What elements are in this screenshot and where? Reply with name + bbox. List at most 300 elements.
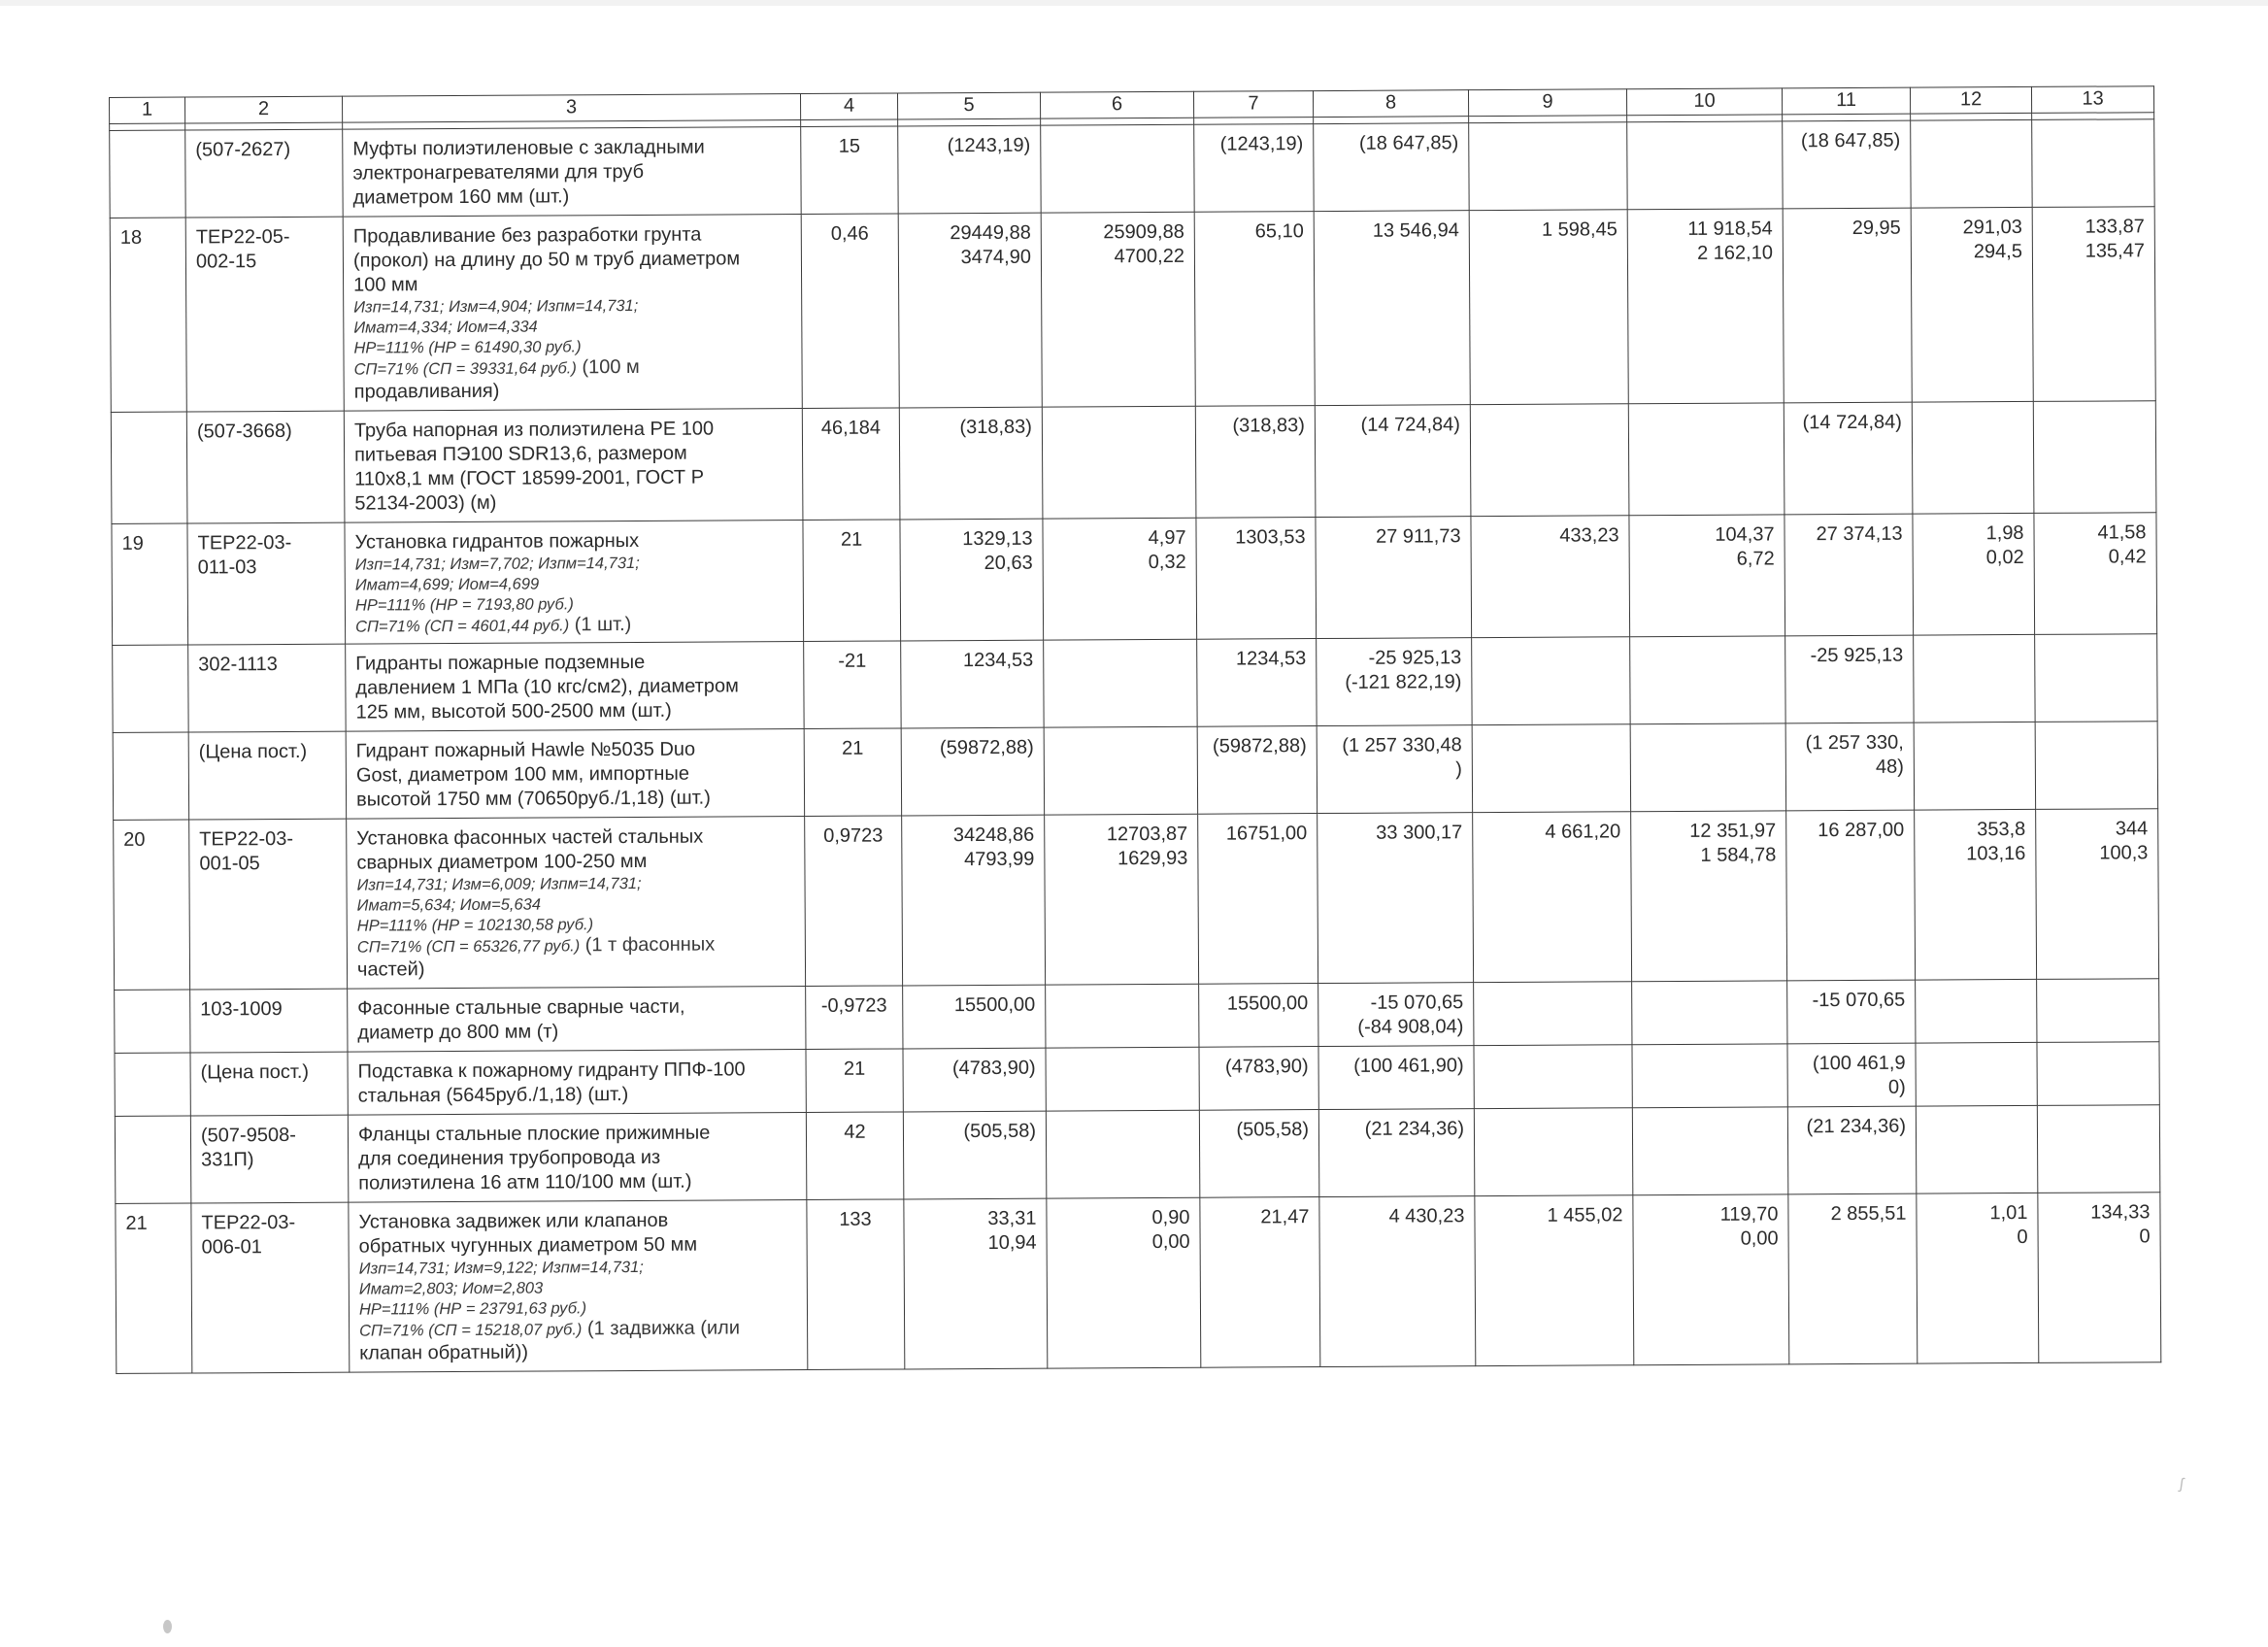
- cell-line: 33,31: [987, 1207, 1037, 1229]
- value-col-12: [1916, 979, 2037, 1043]
- cell-line: 1629,93: [1117, 847, 1188, 870]
- table-row: [115, 979, 2159, 1054]
- value-col-13: [2038, 1193, 2161, 1363]
- value-col-5: [898, 125, 1042, 214]
- coefficient-text: НР=111% (НР = 102130,58 руб.): [356, 916, 594, 935]
- description-line: Труба напорная из полиэтилена PE 100: [353, 418, 715, 442]
- column-number-2: 2: [185, 96, 343, 123]
- value-col-13: [2037, 1042, 2159, 1106]
- cell-line: 29449,88: [950, 221, 1031, 245]
- cell-line: (505,58): [1236, 1119, 1310, 1141]
- value-col-7: [1194, 212, 1315, 407]
- column-number-6: 6: [1040, 91, 1193, 118]
- scan-edge: [0, 0, 2268, 6]
- description-line: 110х8,1 мм (ГОСТ 18599-2001, ГОСТ Р: [354, 466, 705, 490]
- cell-line: ): [1455, 758, 1462, 781]
- value-col-9: [1473, 812, 1632, 983]
- cell-line: 0,90: [1151, 1206, 1190, 1229]
- cell-line: 1 598,45: [1541, 218, 1618, 241]
- cell-line: 10,94: [987, 1231, 1037, 1254]
- value-col-11: [1785, 723, 1915, 811]
- position-number: [113, 732, 189, 820]
- rate-code: [185, 129, 344, 218]
- value-col-8: [1317, 813, 1474, 984]
- value-col-6: [1046, 984, 1199, 1048]
- coefficient-text: Изп=14,731; Изм=6,009; Изпм=14,731;: [356, 874, 642, 894]
- cell-line: (4783,90): [951, 1057, 1036, 1080]
- value-col-9: [1471, 516, 1630, 638]
- cell-line: 13 546,94: [1372, 219, 1459, 242]
- rate-code: [188, 731, 347, 820]
- value-col-11: [1783, 208, 1912, 403]
- cell-line: 1,98: [1985, 521, 2024, 545]
- description-line: Установка фасонных частей стальных: [356, 825, 704, 850]
- cell-line: 34248,86: [952, 824, 1035, 847]
- description-line: полиэтилена 16 атм 110/100 мм (шт.): [358, 1170, 692, 1194]
- description-line: обратных чугунных диаметром 50 мм: [358, 1233, 698, 1258]
- value-col-13: [2032, 119, 2155, 208]
- coefficient-note: [355, 614, 793, 638]
- rate-code: [186, 411, 345, 523]
- cell-line: 27 911,73: [1375, 525, 1461, 548]
- value-col-8: [1319, 1196, 1476, 1367]
- cell-line: 1 455,02: [1547, 1204, 1623, 1227]
- value-col-7: [1198, 814, 1318, 985]
- cell-line: (318,83): [1232, 415, 1305, 437]
- cell-line: 41,58: [2097, 521, 2147, 544]
- value-col-13: [2035, 634, 2158, 723]
- table-row: [114, 809, 2159, 991]
- description-line: Гидрант пожарный Hawle №5035 Duo: [355, 738, 696, 762]
- value-col-12: [1911, 119, 2033, 208]
- description-line: (прокол) на длину до 50 м труб диаметром: [352, 248, 741, 272]
- description-line: продавливания): [353, 380, 500, 403]
- work-description: [346, 642, 804, 732]
- value-col-10: [1627, 121, 1784, 210]
- value-col-12: [1911, 207, 2033, 402]
- cell-line: (18 647,85): [1358, 132, 1459, 154]
- table-row: [110, 207, 2155, 413]
- quantity: 21: [803, 520, 901, 642]
- coefficient-text: Изп=14,731; Изм=9,122; Изпм=14,731;: [358, 1258, 644, 1278]
- cell-line: 135,47: [2085, 240, 2145, 262]
- value-col-13: [2034, 513, 2157, 635]
- description-line: высотой 1750 мм (70650руб./1,18) (шт.): [355, 787, 711, 811]
- value-col-11: [1786, 810, 1916, 981]
- cell-line: ТЕР22-03-: [199, 827, 294, 851]
- cell-line: (507-2627): [195, 138, 291, 161]
- description-line: диаметр до 800 мм (т): [357, 1021, 559, 1044]
- value-col-9: [1475, 1195, 1634, 1366]
- unit-text: (1 задвижка (или: [582, 1317, 741, 1340]
- value-col-10: [1632, 1044, 1787, 1108]
- cell-line: 25909,88: [1103, 220, 1184, 244]
- value-col-13: [2033, 401, 2156, 514]
- value-col-5: [903, 985, 1046, 1049]
- rate-code: [188, 644, 347, 732]
- value-col-10: [1628, 403, 1784, 516]
- cell-line: (59872,88): [1212, 735, 1307, 757]
- value-col-8: [1315, 405, 1471, 518]
- value-col-5: [904, 1198, 1048, 1369]
- work-description: [343, 215, 802, 412]
- description-line: Установка задвижек или клапанов: [358, 1209, 669, 1233]
- value-col-10: [1629, 515, 1785, 637]
- cell-line: 134,33: [2090, 1201, 2151, 1224]
- coefficient-note: [359, 1277, 797, 1300]
- coefficient-note: [353, 336, 791, 359]
- cell-line: 20,63: [984, 552, 1033, 574]
- value-col-13: [2037, 979, 2159, 1043]
- quantity: 21: [806, 1049, 903, 1113]
- value-col-9: [1474, 982, 1632, 1046]
- coefficient-note: [355, 593, 793, 617]
- cell-line: 65,10: [1254, 220, 1304, 243]
- column-number-13: 13: [2031, 86, 2153, 114]
- table-row: [112, 513, 2157, 646]
- rate-code: [190, 1052, 348, 1116]
- value-col-10: [1630, 723, 1786, 812]
- cell-line: 0: [2017, 1226, 2028, 1249]
- cell-line: 15500,00: [1226, 992, 1309, 1015]
- coefficient-text: НР=111% (НР = 23791,63 руб.): [358, 1299, 587, 1319]
- description-line: Фасонные стальные сварные части,: [357, 995, 685, 1020]
- cell-line: ТЕР22-03-: [197, 531, 292, 555]
- coefficient-note: [359, 1257, 797, 1280]
- cell-line: -15 070,65: [1370, 992, 1464, 1014]
- value-col-11: [1787, 1106, 1917, 1194]
- cell-line: 4793,99: [964, 848, 1035, 871]
- value-col-7: [1196, 518, 1317, 640]
- coefficient-text: Изп=14,731; Изм=4,904; Изпм=14,731;: [353, 296, 639, 317]
- value-col-8: [1317, 725, 1473, 814]
- work-description: [347, 817, 806, 990]
- value-col-10: [1633, 1194, 1789, 1365]
- cell-line: 21,47: [1260, 1206, 1310, 1228]
- work-description: [348, 1113, 806, 1203]
- position-number: [110, 130, 186, 218]
- cell-line: 1303,53: [1235, 526, 1306, 549]
- unit-text: (1 т фасонных: [580, 933, 716, 957]
- cell-line: 29,95: [1851, 217, 1901, 239]
- quantity: -21: [804, 641, 902, 729]
- value-col-7: [1197, 726, 1317, 815]
- cell-line: 48): [1875, 756, 1904, 778]
- work-description: [343, 127, 801, 218]
- value-col-5: [900, 519, 1044, 641]
- value-col-8: [1314, 211, 1470, 406]
- cell-line: 119,70: [1719, 1203, 1779, 1226]
- value-col-13: [2032, 207, 2155, 402]
- cell-line: (21 234,36): [1806, 1115, 1907, 1138]
- value-col-10: [1632, 1107, 1788, 1195]
- table-row: [116, 1193, 2161, 1374]
- value-col-11: [1788, 1193, 1918, 1364]
- value-col-10: [1631, 811, 1787, 982]
- value-col-5: [903, 1111, 1047, 1199]
- table-row: [113, 634, 2157, 733]
- coefficient-text: НР=111% (НР = 61490,30 руб.): [353, 338, 582, 357]
- description-line: Установка гидрантов пожарных: [354, 529, 640, 554]
- cell-line: ТЕР22-03-: [201, 1211, 296, 1234]
- cell-line: 0: [2139, 1226, 2151, 1248]
- value-col-13: [2037, 1105, 2160, 1193]
- cell-line: (100 461,90): [1353, 1055, 1464, 1077]
- work-description: [344, 409, 803, 523]
- coefficient-note: [359, 1318, 797, 1342]
- description-line: 52134-2003) (м): [354, 491, 497, 515]
- coefficient-note: [355, 553, 793, 576]
- cell-line: 12703,87: [1106, 823, 1188, 846]
- value-col-12: [1916, 1105, 2038, 1193]
- value-col-6: [1045, 814, 1199, 985]
- value-col-9: [1469, 210, 1628, 405]
- cell-line: 11 918,54: [1687, 218, 1773, 240]
- value-col-8: [1314, 123, 1470, 212]
- cell-line: 006-01: [201, 1236, 262, 1259]
- cell-line: (14 724,84): [1802, 411, 1902, 434]
- cell-line: 16751,00: [1225, 823, 1308, 845]
- value-col-6: [1044, 726, 1198, 815]
- value-col-7: [1199, 1110, 1319, 1198]
- value-col-7: [1199, 984, 1318, 1048]
- value-col-8: [1317, 638, 1473, 726]
- rate-code: [190, 989, 348, 1053]
- value-col-12: [1915, 809, 2037, 980]
- rate-code: [191, 1202, 350, 1373]
- value-col-12: [1917, 1193, 2039, 1363]
- cell-line: 0,32: [1148, 551, 1186, 574]
- description-line: Подставка к пожарному гидранту ППФ-100: [357, 1059, 746, 1083]
- quantity: 133: [807, 1199, 905, 1370]
- cell-line: (59872,88): [939, 736, 1034, 759]
- coefficient-note: [357, 893, 795, 917]
- description-line: диаметром 160 мм (шт.): [352, 185, 570, 209]
- description-line: стальная (5645руб./1,18) (шт.): [357, 1084, 629, 1107]
- cell-line: (507-3668): [196, 420, 292, 443]
- position-number: [115, 1116, 191, 1203]
- cell-line: (1243,19): [947, 134, 1031, 157]
- cell-line: 27 374,13: [1816, 522, 1903, 546]
- description-line: Продавливание без разработки грунта: [352, 223, 702, 248]
- value-col-13: [2036, 809, 2159, 980]
- description-line: клапан обратный)): [359, 1341, 529, 1364]
- cell-line: 33 300,17: [1376, 822, 1463, 844]
- cell-line: (21 234,36): [1364, 1118, 1465, 1140]
- coefficient-text: Имат=5,634; Иом=5,634: [356, 895, 542, 915]
- value-col-8: [1318, 983, 1474, 1047]
- unit-text: (100 м: [576, 355, 640, 379]
- cell-line: 133,87: [2085, 216, 2145, 238]
- cell-line: 1234,53: [962, 649, 1034, 672]
- column-number-7: 7: [1193, 91, 1313, 118]
- table-body: [110, 86, 2161, 1374]
- page-mark: ʃ: [2178, 1475, 2185, 1494]
- work-description: [345, 521, 804, 645]
- value-col-8: [1318, 1109, 1475, 1197]
- value-col-7: [1200, 1197, 1320, 1368]
- coefficient-note: [353, 316, 791, 339]
- value-col-9: [1469, 122, 1628, 211]
- cell-line: 0,00: [1740, 1227, 1779, 1250]
- coefficient-text: Имат=2,803; Иом=2,803: [358, 1279, 544, 1298]
- value-col-12: [1916, 1042, 2037, 1106]
- cell-line: 103,16: [1966, 842, 2026, 865]
- estimate-table: [109, 85, 2161, 1374]
- cell-line: 103-1009: [200, 998, 283, 1021]
- value-col-6: [1047, 1197, 1201, 1368]
- value-col-6: [1042, 406, 1196, 519]
- coefficient-text: Имат=4,699; Иом=4,699: [354, 575, 540, 594]
- value-col-6: [1041, 212, 1195, 407]
- position-number: [115, 990, 190, 1053]
- cell-line: -15 070,65: [1812, 989, 1906, 1012]
- position-number: 20: [114, 820, 190, 990]
- cell-line: (18 647,85): [1800, 129, 1901, 152]
- position-number: 19: [112, 523, 188, 645]
- column-number-5: 5: [897, 92, 1040, 119]
- cell-line: 433,23: [1559, 524, 1619, 547]
- cell-line: (1243,19): [1219, 133, 1304, 155]
- value-col-11: [1785, 635, 1915, 723]
- table-row: [113, 722, 2157, 821]
- description-line: частей): [356, 958, 425, 981]
- value-col-11: [1787, 1043, 1916, 1107]
- position-number: 21: [116, 1203, 192, 1373]
- cell-line: 2 162,10: [1697, 242, 1773, 264]
- coefficient-note: [355, 573, 793, 596]
- cell-line: (4783,90): [1224, 1056, 1309, 1078]
- cell-line: 4 430,23: [1388, 1205, 1465, 1227]
- description-line: 100 мм: [353, 274, 418, 296]
- column-number-4: 4: [800, 93, 897, 120]
- value-col-11: [1784, 514, 1914, 636]
- cell-line: (505,58): [963, 1120, 1037, 1143]
- cell-line: 16 287,00: [1818, 819, 1905, 842]
- cell-line: -25 925,13: [1368, 647, 1462, 669]
- quantity: 0,9723: [805, 816, 903, 987]
- description-line: Муфты полиэтиленовые с закладными: [352, 136, 705, 160]
- value-col-8: [1318, 1046, 1474, 1110]
- table-row: [111, 401, 2156, 524]
- value-col-7: [1194, 124, 1315, 213]
- cell-line: 0,00: [1151, 1230, 1190, 1254]
- coefficient-text: Имат=4,334; Иом=4,334: [353, 318, 538, 337]
- value-col-7: [1199, 1047, 1318, 1111]
- cell-line: 2 855,51: [1830, 1202, 1907, 1226]
- work-description: [348, 987, 806, 1053]
- description-line: сварных диаметром 100-250 мм: [356, 850, 648, 874]
- cell-line: 1 584,78: [1700, 844, 1777, 866]
- coefficient-text: СП=71% (СП = 65326,77 руб.): [356, 937, 581, 957]
- value-col-7: [1195, 406, 1316, 519]
- value-col-5: [898, 213, 1042, 408]
- quantity: 42: [806, 1112, 904, 1200]
- value-col-7: [1197, 639, 1317, 727]
- estimate-sheet: [109, 85, 2160, 1374]
- cell-line: (318,83): [959, 416, 1032, 439]
- value-col-9: [1474, 1108, 1633, 1196]
- value-col-5: [899, 407, 1043, 520]
- cell-line: 12 351,97: [1689, 820, 1777, 842]
- value-col-9: [1472, 724, 1631, 813]
- scan-speck: [163, 1620, 172, 1633]
- cell-line: (1 257 330,: [1805, 731, 1904, 755]
- value-col-10: [1627, 209, 1784, 404]
- coefficient-note: [356, 873, 794, 896]
- value-col-6: [1044, 639, 1198, 727]
- description-line: давлением 1 МПа (10 кгс/см2), диаметром: [355, 675, 739, 699]
- cell-line: 353,8: [1977, 818, 2026, 841]
- position-number: [111, 412, 187, 523]
- description-line: Фланцы стальные плоские прижимные: [357, 1122, 711, 1146]
- cell-line: 4,97: [1148, 526, 1186, 550]
- column-number-8: 8: [1313, 90, 1468, 118]
- position-number: [115, 1053, 190, 1116]
- coefficient-note: [357, 934, 795, 958]
- value-col-9: [1474, 1045, 1632, 1109]
- value-col-11: [1787, 980, 1916, 1044]
- value-col-9: [1472, 637, 1631, 725]
- cell-line: 1,01: [1989, 1201, 2028, 1225]
- table-row: [115, 1105, 2159, 1204]
- cell-line: 15500,00: [953, 993, 1036, 1017]
- description-line: для соединения трубопровода из: [358, 1146, 661, 1170]
- coefficient-text: СП=71% (СП = 15218,07 руб.): [359, 1321, 583, 1340]
- cell-line: 1234,53: [1235, 648, 1307, 670]
- cell-line: (507-9508-: [200, 1124, 296, 1147]
- value-col-6: [1046, 1047, 1199, 1111]
- column-number-10: 10: [1626, 88, 1782, 116]
- value-col-12: [1912, 401, 2034, 514]
- cell-line: (100 461,9: [1812, 1052, 1906, 1075]
- cell-line: (-121 822,19): [1345, 671, 1462, 693]
- cell-line: 331П): [201, 1149, 254, 1171]
- value-col-9: [1470, 404, 1629, 517]
- cell-line: 0,02: [1985, 546, 2024, 569]
- description-line: Гидранты пожарные подземные: [355, 651, 646, 675]
- rate-code: [189, 819, 348, 990]
- rate-code: [190, 1115, 349, 1203]
- table-row: [115, 1042, 2159, 1117]
- cell-line: (14 724,84): [1360, 414, 1460, 436]
- value-col-10: [1630, 636, 1786, 724]
- cell-line: ТЕР22-05-: [195, 225, 290, 249]
- cell-line: 302-1113: [198, 654, 278, 676]
- cell-line: (Цена пост.): [198, 740, 308, 763]
- value-col-5: [903, 1048, 1046, 1112]
- unit-text: (1 шт.): [569, 614, 632, 636]
- cell-line: 011-03: [197, 556, 257, 579]
- table-row: [110, 119, 2154, 218]
- cell-line: 294,5: [1973, 240, 2022, 263]
- work-description: [348, 1050, 806, 1116]
- cell-line: 100,3: [2099, 842, 2149, 864]
- column-number-11: 11: [1782, 87, 1910, 115]
- value-col-6: [1046, 1110, 1200, 1198]
- column-number-12: 12: [1910, 86, 2031, 114]
- description-line: питьевая ПЭ100 SDR13,6, размером: [354, 442, 687, 466]
- coefficient-text: Изп=14,731; Изм=7,702; Изпм=14,731;: [354, 554, 640, 574]
- position-number: 18: [110, 218, 186, 412]
- value-col-11: [1784, 402, 1913, 515]
- cell-line: 3474,90: [960, 246, 1031, 269]
- work-description: [346, 729, 804, 820]
- coefficient-text: СП=71% (СП = 4601,44 руб.): [355, 617, 570, 636]
- value-col-8: [1316, 517, 1472, 639]
- description-line: 125 мм, высотой 500-2500 мм (шт.): [355, 699, 672, 723]
- cell-line: 6,72: [1736, 548, 1775, 570]
